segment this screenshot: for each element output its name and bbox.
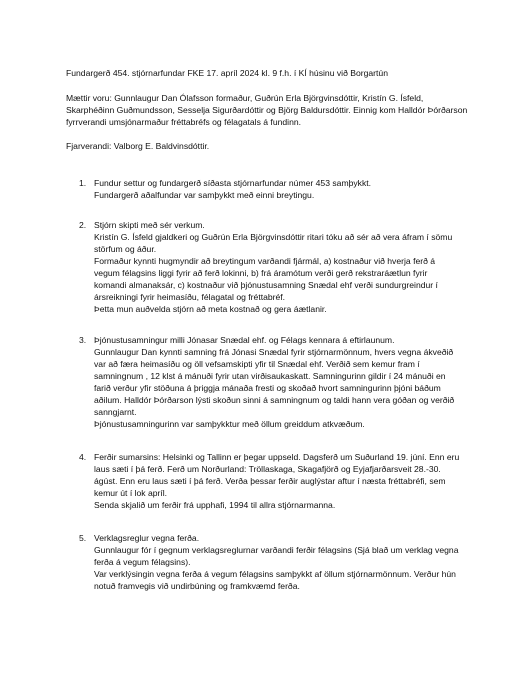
agenda-item-line: Þetta mun auðvelda stjórn að meta kostnað og gera áætlanir. [94, 304, 327, 314]
agenda-item-line: Gunnlaugur fór í gegnum verklagsreglurnar varðandi ferðir félagsins (Sjá blað um verklag vegna [94, 545, 459, 555]
agenda-item-line: var að færa heimasíðu og öll vefsamskipti yfir til Snædal ehf. Verðið sem kemur fram í [94, 359, 420, 369]
agenda-item-line: kemur út í lok apríl. [94, 488, 168, 498]
agenda-item-line: Stjórn skipti með sér verkum. [94, 220, 205, 230]
agenda-item-line: Gunnlaugur Dan kynnti samning frá Jónasi Snædal fyrir stjórnarmönnum, hvers vegna ákveðið [94, 347, 454, 357]
meeting-title [66, 67, 486, 79]
agenda-item-line: laus sæti í þá ferð. Ferð um Norðurland: Tröllaskaga, Skagafjörð og Eyjafjarðarsveit 28.-30. [94, 464, 441, 474]
agenda-item-line: vegum félagsins liggi fyrir að ferð lokinni, b) frá áramótum verði gerð rekstraráætlun fyrir [94, 268, 428, 278]
attendance-line: Mættir voru: Gunnlaugur Dan Ólafsson formaður, Guðrún Erla Björgvinsdóttir, Kristín G. Ísfeld, [66, 93, 424, 103]
agenda-item-line: samningnum , 12 klst á mánuði fyrir utan virðisaukaskatt. Samningurinn gildir í 24 mánuði en [94, 371, 446, 381]
absent-line: Fjarverandi: Valborg E. Baldvinsdóttir. [66, 141, 210, 151]
agenda-item-line: notuð framvegis við undirbúning og framkvæmd ferða. [94, 581, 300, 591]
agenda-item-line: Fundur settur og fundargerð síðasta stjórnarfundar númer 453 samþykkt. [94, 178, 372, 188]
agenda-item-2 [79, 219, 494, 315]
agenda-item-3 [79, 334, 494, 430]
absent-paragraph [66, 140, 486, 152]
agenda-item-number: 1. [79, 178, 87, 188]
agenda-item-line: störfum og áður. [94, 244, 157, 254]
agenda-item-number: 4. [79, 452, 87, 462]
agenda-item-line: Var verklýsingin vegna ferða á vegum félagsins samþykkt af öllum stjórnarmönnum. Verður hún [94, 569, 456, 579]
agenda-item-line: Þjónustusamningur milli Jónasar Snædal ehf. og Félags kennara á eftirlaunum. [94, 335, 395, 345]
attendance-paragraph [66, 92, 486, 128]
agenda-item-line: Þjónustusamningurinn var samþykktur með öllum greiddum atkvæðum. [94, 419, 365, 429]
agenda-item-number: 2. [79, 220, 87, 230]
agenda-item-line: Formaður kynnti hugmyndir að breytingum varðandi fjármál, a) kostnaður við hverja ferð á [94, 256, 436, 266]
agenda-item-line: ferða á vegum félagsins). [94, 557, 191, 567]
agenda-item-line: Fundargerð aðalfundar var samþykkt með einni breytingu. [94, 190, 315, 200]
agenda-item-line: farið verður yfir stöðuna á þriggja mánaða fresti og skoðað hvort samningurinn þjóni báðum [94, 383, 441, 393]
attendance-line: Skarphéðinn Guðmundsson, Sesselja Sigurðardóttir og Björg Baldursdóttir. Einnig kom Halldór Þórðarson [66, 105, 468, 115]
agenda-item-line: sanngjarnt. [94, 407, 137, 417]
meeting-title-text: Fundargerð 454. stjórnarfundar FKE 17. apríl 2024 kl. 9 f.h. í KÍ húsinu við Borgartún [66, 68, 388, 78]
agenda-item-line: aðilum. Halldór Þórðarson lýsti skoðun sinni á samningnum og taldi hann vera góðan og verðið [94, 395, 455, 405]
agenda-item-line: Kristín G. Ísfeld gjaldkeri og Guðrún Erla Björgvinsdóttir ritari tóku að sér að vera áfram í sömu [94, 232, 453, 242]
agenda-item-line: komandi almanaksár, c) kostnaður við þjónustusamning Snædal ehf verði sundurgreindur í [94, 280, 438, 290]
agenda-item-line: Verklagsreglur vegna ferða. [94, 533, 200, 543]
agenda-item-4 [79, 451, 494, 511]
agenda-item-line: ársreikningi fyrir heimasíðu, félagatal og fréttabréf. [94, 292, 286, 302]
agenda-item-line: Senda skjalið um ferðir frá upphafi, 1994 til allra stjórnarmanna. [94, 500, 336, 510]
agenda-item-line: ágúst. Enn eru laus sæti í þá ferð. Verða þessar ferðir auglýstar aftur í næsta fréttabréfi, sem [94, 476, 446, 486]
agenda-item-number: 5. [79, 533, 87, 543]
agenda-item-5 [79, 532, 494, 592]
attendance-line: fyrrverandi umsjónarmaður fréttabréfs og félagatals á fundinn. [66, 117, 302, 127]
agenda-item-number: 3. [79, 335, 87, 345]
agenda-item-1 [79, 177, 494, 201]
agenda-item-line: Ferðir sumarsins: Helsinki og Tallinn er þegar uppseld. Dagsferð um Suðurland 19. júní. Enn eru [94, 452, 460, 462]
